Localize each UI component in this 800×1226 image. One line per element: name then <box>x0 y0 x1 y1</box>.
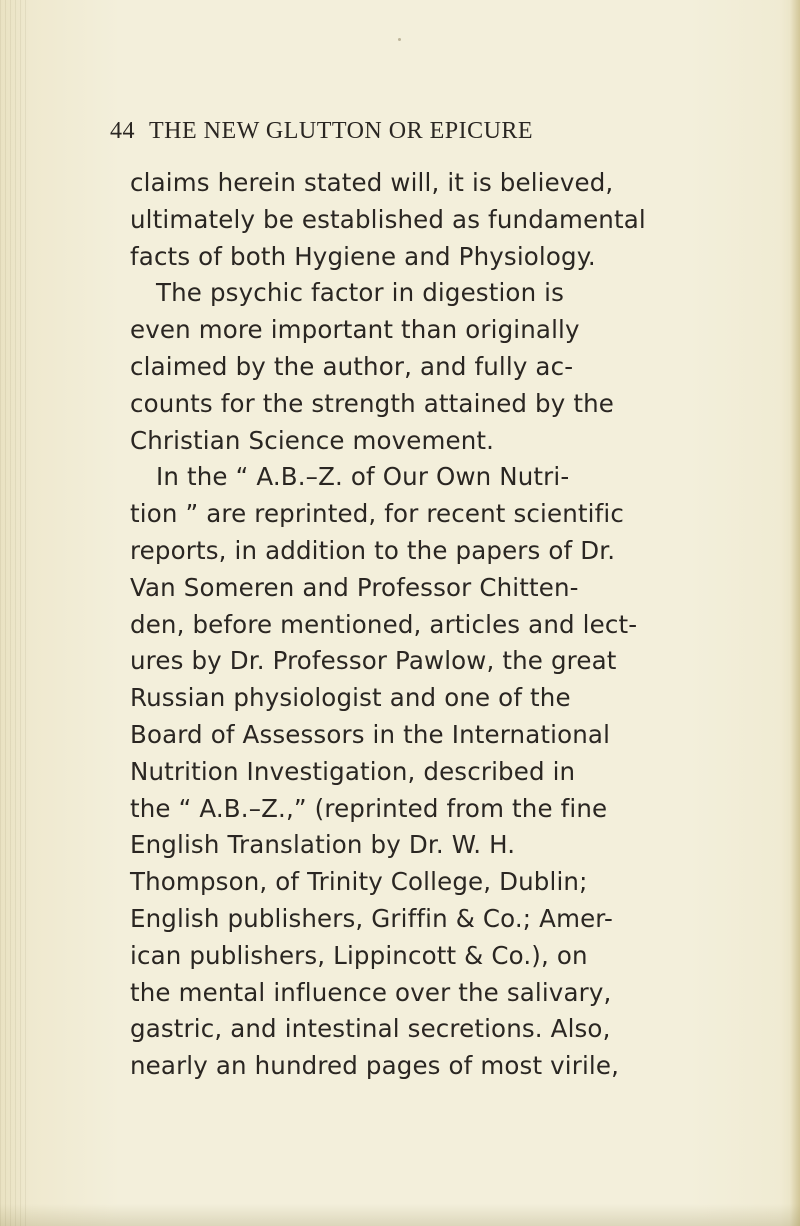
text-line: facts of both Hygiene and Physiology. <box>130 241 596 271</box>
text-line: In the “ A.B.–Z. of Our Own Nutri- <box>156 462 570 492</box>
text-line: ican publishers, Lippincott & Co.), on <box>130 940 588 970</box>
running-header <box>110 118 710 145</box>
page-gutter-shadow <box>0 0 28 1226</box>
text-line: nearly an hundred pages of most virile, <box>130 1051 620 1081</box>
text-line: Christian Science movement. <box>130 425 495 455</box>
text-line: Russian physiologist and one of the <box>130 683 571 713</box>
text-line: claimed by the author, and fully ac- <box>130 351 574 381</box>
text-line: Thompson, of Trinity College, Dublin; <box>130 867 588 897</box>
text-line: Van Someren and Professor Chitten- <box>130 572 579 602</box>
text-line: ultimately be established as fundamental <box>130 204 646 234</box>
text-line: claims herein stated will, it is believed, <box>130 168 614 197</box>
text-line: counts for the strength attained by the <box>130 388 615 418</box>
page-number: 44 <box>110 118 135 144</box>
text-line: reports, in addition to the papers of Dr. <box>130 535 616 565</box>
text-line: Nutrition Investigation, described in <box>130 756 576 786</box>
page-edge-right <box>790 0 800 1226</box>
text-line: The psychic factor in digestion is <box>156 278 565 308</box>
text-line: gastric, and intestinal secretions. Also, <box>130 1014 611 1044</box>
text-line: even more important than originally <box>130 315 580 345</box>
text-line: Board of Assessors in the International <box>130 719 611 749</box>
text-line: tion ” are reprinted, for recent scientific <box>130 499 624 529</box>
text-line: English publishers, Griffin & Co.; Amer- <box>130 903 613 933</box>
text-line: the “ A.B.–Z.,” (reprinted from the fine <box>130 793 608 823</box>
page-edge-bottom <box>0 1204 800 1226</box>
text-line: the mental influence over the salivary, <box>130 977 612 1007</box>
body-text <box>130 165 710 1085</box>
running-title: THE NEW GLUTTON OR EPICURE <box>149 118 534 144</box>
text-line: English Translation by Dr. W. H. <box>130 830 516 860</box>
text-line: ures by Dr. Professor Pawlow, the great <box>130 646 617 676</box>
text-line: den, before mentioned, articles and lect- <box>130 609 638 639</box>
paper-speck <box>398 38 401 41</box>
